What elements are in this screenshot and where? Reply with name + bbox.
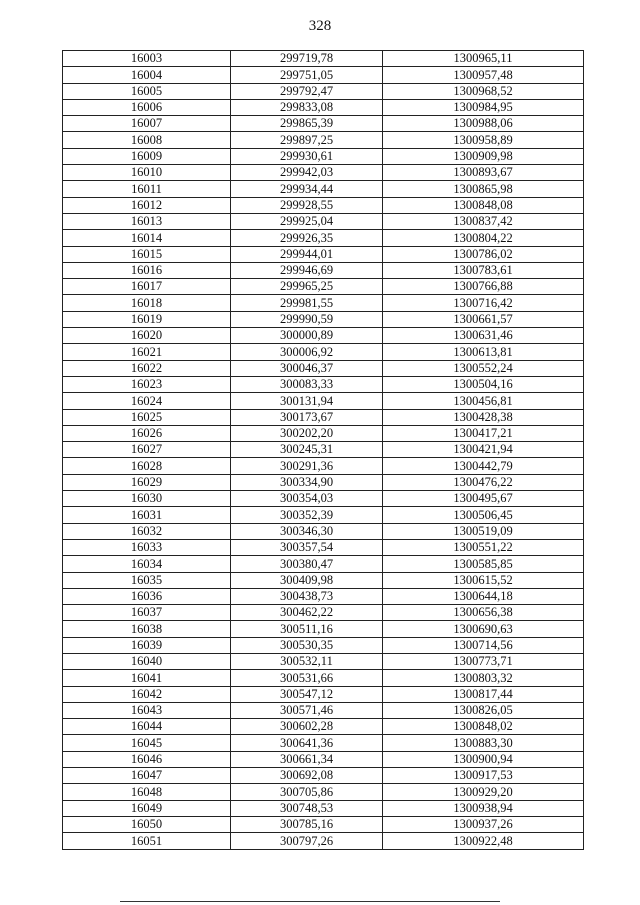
x-coordinate-cell: 300532,11	[231, 653, 383, 669]
x-coordinate-cell: 300202,20	[231, 425, 383, 441]
table-row	[63, 768, 584, 784]
point-number-cell: 16023	[63, 376, 231, 392]
x-coordinate-cell: 300547,12	[231, 686, 383, 702]
table-row	[63, 295, 584, 311]
point-number-cell: 16042	[63, 686, 231, 702]
table-row	[63, 491, 584, 507]
y-coordinate-cell: 1300786,02	[383, 246, 584, 262]
x-coordinate-cell: 300409,98	[231, 572, 383, 588]
point-number-cell: 16021	[63, 344, 231, 360]
table-row	[63, 279, 584, 295]
point-number-cell: 16026	[63, 425, 231, 441]
point-number-cell: 16039	[63, 637, 231, 653]
table-row	[63, 311, 584, 327]
point-number-cell: 16025	[63, 409, 231, 425]
point-number-cell: 16005	[63, 83, 231, 99]
table-row	[63, 523, 584, 539]
y-coordinate-cell: 1300552,24	[383, 360, 584, 376]
point-number-cell: 16018	[63, 295, 231, 311]
point-number-cell: 16014	[63, 230, 231, 246]
table-row	[63, 360, 584, 376]
table-row	[63, 376, 584, 392]
y-coordinate-cell: 1300766,88	[383, 279, 584, 295]
x-coordinate-cell: 300785,16	[231, 816, 383, 832]
point-number-cell: 16049	[63, 800, 231, 816]
x-coordinate-cell: 299897,25	[231, 132, 383, 148]
table-row	[63, 116, 584, 132]
x-coordinate-cell: 299944,01	[231, 246, 383, 262]
x-coordinate-cell: 299930,61	[231, 148, 383, 164]
x-coordinate-cell: 299965,25	[231, 279, 383, 295]
point-number-cell: 16017	[63, 279, 231, 295]
table-row	[63, 246, 584, 262]
point-number-cell: 16028	[63, 458, 231, 474]
point-number-cell: 16036	[63, 588, 231, 604]
y-coordinate-cell: 1300456,81	[383, 393, 584, 409]
table-row	[63, 539, 584, 555]
x-coordinate-cell: 300131,94	[231, 393, 383, 409]
point-number-cell: 16037	[63, 605, 231, 621]
table-row	[63, 181, 584, 197]
y-coordinate-cell: 1300803,32	[383, 670, 584, 686]
y-coordinate-cell: 1300804,22	[383, 230, 584, 246]
y-coordinate-cell: 1300613,81	[383, 344, 584, 360]
x-coordinate-cell: 300692,08	[231, 768, 383, 784]
table-row	[63, 572, 584, 588]
table-row	[63, 833, 584, 849]
y-coordinate-cell: 1300519,09	[383, 523, 584, 539]
table-row	[63, 621, 584, 637]
point-number-cell: 16011	[63, 181, 231, 197]
table-row	[63, 197, 584, 213]
table-row	[63, 230, 584, 246]
y-coordinate-cell: 1300661,57	[383, 311, 584, 327]
y-coordinate-cell: 1300922,48	[383, 833, 584, 849]
coordinates-table-body	[63, 51, 584, 850]
point-number-cell: 16024	[63, 393, 231, 409]
x-coordinate-cell: 299925,04	[231, 213, 383, 229]
y-coordinate-cell: 1300865,98	[383, 181, 584, 197]
table-row	[63, 816, 584, 832]
y-coordinate-cell: 1300615,52	[383, 572, 584, 588]
table-row	[63, 165, 584, 181]
point-number-cell: 16051	[63, 833, 231, 849]
point-number-cell: 16038	[63, 621, 231, 637]
x-coordinate-cell: 300357,54	[231, 539, 383, 555]
y-coordinate-cell: 1300773,71	[383, 653, 584, 669]
point-number-cell: 16029	[63, 474, 231, 490]
x-coordinate-cell: 300438,73	[231, 588, 383, 604]
y-coordinate-cell: 1300506,45	[383, 507, 584, 523]
x-coordinate-cell: 300245,31	[231, 442, 383, 458]
table-row	[63, 328, 584, 344]
table-row	[63, 132, 584, 148]
y-coordinate-cell: 1300476,22	[383, 474, 584, 490]
point-number-cell: 16020	[63, 328, 231, 344]
table-row	[63, 393, 584, 409]
y-coordinate-cell: 1300883,30	[383, 735, 584, 751]
point-number-cell: 16009	[63, 148, 231, 164]
table-row	[63, 51, 584, 67]
x-coordinate-cell: 299928,55	[231, 197, 383, 213]
y-coordinate-cell: 1300988,06	[383, 116, 584, 132]
x-coordinate-cell: 300797,26	[231, 833, 383, 849]
table-row	[63, 474, 584, 490]
y-coordinate-cell: 1300968,52	[383, 83, 584, 99]
point-number-cell: 16013	[63, 213, 231, 229]
y-coordinate-cell: 1300848,02	[383, 719, 584, 735]
x-coordinate-cell: 300462,22	[231, 605, 383, 621]
table-row	[63, 588, 584, 604]
page-number: 328	[308, 18, 332, 34]
x-coordinate-cell: 300354,03	[231, 491, 383, 507]
y-coordinate-cell: 1300826,05	[383, 702, 584, 718]
y-coordinate-cell: 1300585,85	[383, 556, 584, 572]
point-number-cell: 16050	[63, 816, 231, 832]
table-row	[63, 262, 584, 278]
x-coordinate-cell: 300661,34	[231, 751, 383, 767]
table-row	[63, 637, 584, 653]
point-number-cell: 16003	[63, 51, 231, 67]
point-number-cell: 16033	[63, 539, 231, 555]
y-coordinate-cell: 1300937,26	[383, 816, 584, 832]
x-coordinate-cell: 299926,35	[231, 230, 383, 246]
table-row	[63, 719, 584, 735]
coordinates-table-container	[62, 50, 583, 850]
x-coordinate-cell: 300046,37	[231, 360, 383, 376]
x-coordinate-cell: 300602,28	[231, 719, 383, 735]
table-row	[63, 751, 584, 767]
point-number-cell: 16031	[63, 507, 231, 523]
table-row	[63, 670, 584, 686]
table-row	[63, 507, 584, 523]
table-row	[63, 344, 584, 360]
point-number-cell: 16008	[63, 132, 231, 148]
x-coordinate-cell: 300291,36	[231, 458, 383, 474]
point-number-cell: 16007	[63, 116, 231, 132]
point-number-cell: 16041	[63, 670, 231, 686]
point-number-cell: 16045	[63, 735, 231, 751]
y-coordinate-cell: 1300783,61	[383, 262, 584, 278]
point-number-cell: 16015	[63, 246, 231, 262]
x-coordinate-cell: 300083,33	[231, 376, 383, 392]
y-coordinate-cell: 1300495,67	[383, 491, 584, 507]
point-number-cell: 16027	[63, 442, 231, 458]
y-coordinate-cell: 1300900,94	[383, 751, 584, 767]
y-coordinate-cell: 1300551,22	[383, 539, 584, 555]
table-row	[63, 784, 584, 800]
table-row	[63, 442, 584, 458]
y-coordinate-cell: 1300817,44	[383, 686, 584, 702]
x-coordinate-cell: 299990,59	[231, 311, 383, 327]
point-number-cell: 16004	[63, 67, 231, 83]
x-coordinate-cell: 299946,69	[231, 262, 383, 278]
y-coordinate-cell: 1300716,42	[383, 295, 584, 311]
x-coordinate-cell: 299751,05	[231, 67, 383, 83]
table-row	[63, 458, 584, 474]
y-coordinate-cell: 1300848,08	[383, 197, 584, 213]
x-coordinate-cell: 299833,08	[231, 99, 383, 115]
x-coordinate-cell: 299719,78	[231, 51, 383, 67]
y-coordinate-cell: 1300504,16	[383, 376, 584, 392]
y-coordinate-cell: 1300421,94	[383, 442, 584, 458]
table-row	[63, 702, 584, 718]
point-number-cell: 16012	[63, 197, 231, 213]
x-coordinate-cell: 299934,44	[231, 181, 383, 197]
x-coordinate-cell: 300641,36	[231, 735, 383, 751]
x-coordinate-cell: 300006,92	[231, 344, 383, 360]
table-row	[63, 425, 584, 441]
x-coordinate-cell: 299792,47	[231, 83, 383, 99]
y-coordinate-cell: 1300893,67	[383, 165, 584, 181]
table-row	[63, 653, 584, 669]
table-row	[63, 213, 584, 229]
y-coordinate-cell: 1300909,98	[383, 148, 584, 164]
point-number-cell: 16006	[63, 99, 231, 115]
point-number-cell: 16044	[63, 719, 231, 735]
point-number-cell: 16035	[63, 572, 231, 588]
y-coordinate-cell: 1300442,79	[383, 458, 584, 474]
table-row	[63, 800, 584, 816]
table-row	[63, 67, 584, 83]
y-coordinate-cell: 1300690,63	[383, 621, 584, 637]
y-coordinate-cell: 1300714,56	[383, 637, 584, 653]
x-coordinate-cell: 300531,66	[231, 670, 383, 686]
x-coordinate-cell: 299942,03	[231, 165, 383, 181]
y-coordinate-cell: 1300428,38	[383, 409, 584, 425]
x-coordinate-cell: 300511,16	[231, 621, 383, 637]
point-number-cell: 16043	[63, 702, 231, 718]
table-row	[63, 556, 584, 572]
x-coordinate-cell: 300346,30	[231, 523, 383, 539]
table-row	[63, 99, 584, 115]
point-number-cell: 16030	[63, 491, 231, 507]
y-coordinate-cell: 1300917,53	[383, 768, 584, 784]
y-coordinate-cell: 1300417,21	[383, 425, 584, 441]
point-number-cell: 16048	[63, 784, 231, 800]
x-coordinate-cell: 300748,53	[231, 800, 383, 816]
y-coordinate-cell: 1300644,18	[383, 588, 584, 604]
y-coordinate-cell: 1300929,20	[383, 784, 584, 800]
y-coordinate-cell: 1300656,38	[383, 605, 584, 621]
x-coordinate-cell: 300705,86	[231, 784, 383, 800]
x-coordinate-cell: 300000,89	[231, 328, 383, 344]
point-number-cell: 16010	[63, 165, 231, 181]
point-number-cell: 16032	[63, 523, 231, 539]
x-coordinate-cell: 299981,55	[231, 295, 383, 311]
point-number-cell: 16047	[63, 768, 231, 784]
x-coordinate-cell: 299865,39	[231, 116, 383, 132]
table-row	[63, 686, 584, 702]
table-row	[63, 83, 584, 99]
coordinates-table	[62, 50, 584, 850]
x-coordinate-cell: 300571,46	[231, 702, 383, 718]
y-coordinate-cell: 1300984,95	[383, 99, 584, 115]
table-row	[63, 409, 584, 425]
point-number-cell: 16022	[63, 360, 231, 376]
y-coordinate-cell: 1300631,46	[383, 328, 584, 344]
x-coordinate-cell: 300380,47	[231, 556, 383, 572]
x-coordinate-cell: 300352,39	[231, 507, 383, 523]
table-row	[63, 605, 584, 621]
x-coordinate-cell: 300173,67	[231, 409, 383, 425]
table-row	[63, 148, 584, 164]
y-coordinate-cell: 1300957,48	[383, 67, 584, 83]
point-number-cell: 16046	[63, 751, 231, 767]
x-coordinate-cell: 300334,90	[231, 474, 383, 490]
point-number-cell: 16016	[63, 262, 231, 278]
point-number-cell: 16019	[63, 311, 231, 327]
y-coordinate-cell: 1300965,11	[383, 51, 584, 67]
y-coordinate-cell: 1300958,89	[383, 132, 584, 148]
bottom-divider	[120, 901, 500, 902]
x-coordinate-cell: 300530,35	[231, 637, 383, 653]
y-coordinate-cell: 1300837,42	[383, 213, 584, 229]
point-number-cell: 16034	[63, 556, 231, 572]
point-number-cell: 16040	[63, 653, 231, 669]
y-coordinate-cell: 1300938,94	[383, 800, 584, 816]
table-row	[63, 735, 584, 751]
